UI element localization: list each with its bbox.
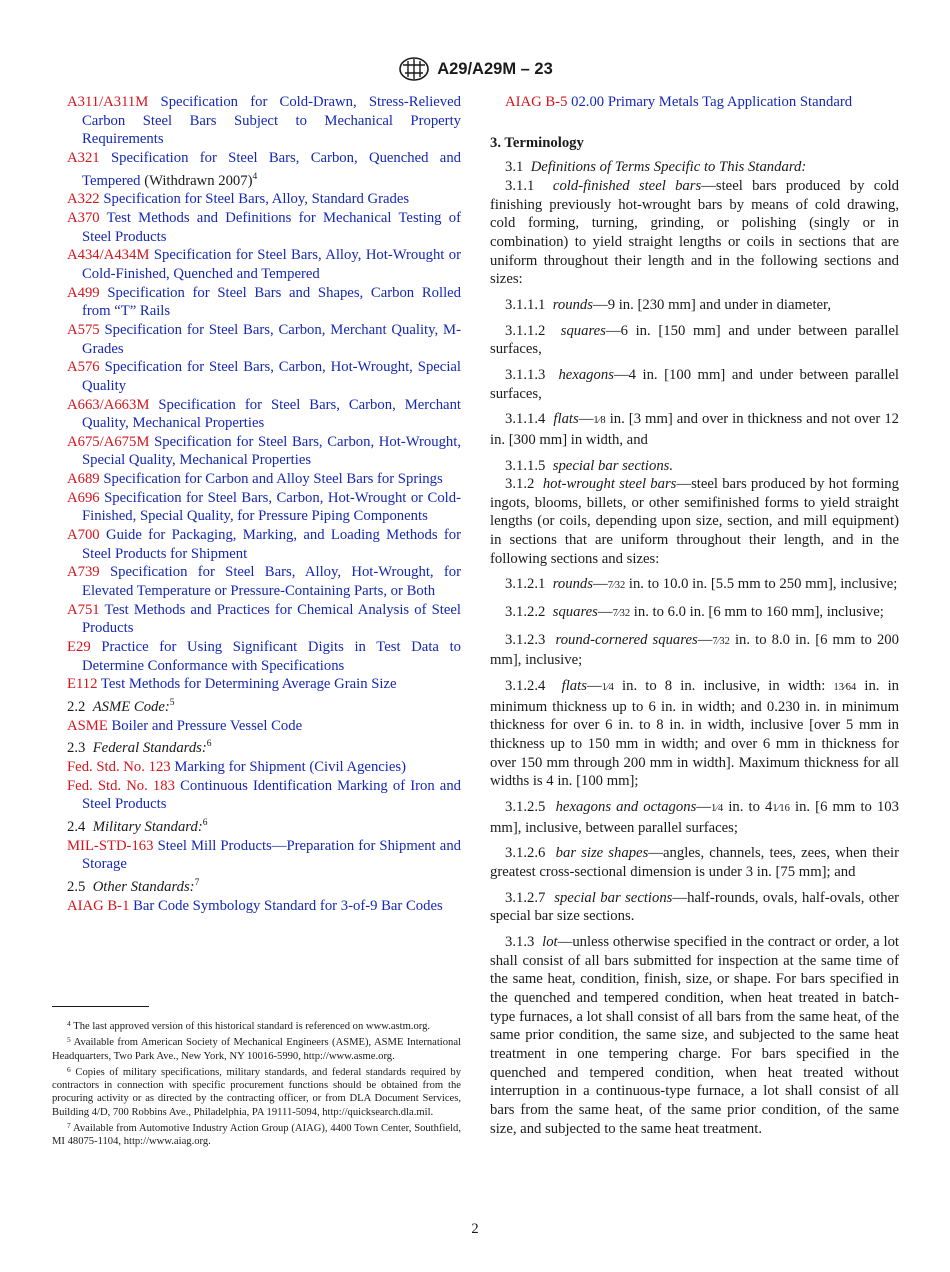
reference-title[interactable]: Specification for Steel Bars, Carbon, Merchant Quality, Mechanical Properties <box>82 396 461 432</box>
astm-logo-icon <box>397 57 431 81</box>
para-3-1-2: 3.1.2 hot-wrought steel bars—steel bars produced by hot forming ingots, blooms, billets, or other semifinished forms to yield straight lengths (or coils, depending upon size, section, and mill equipment) in sections that are uniform throughout their length, and in the following sections and sizes: <box>490 476 899 567</box>
section-2-2: 2.2 ASME Code:$^5$ <box>67 698 175 715</box>
para-3-1-1-4: 3.1.1.4 flats—1⁄8 in. [3 mm] and over in thickness and not over 12 in. [300 mm] in width, and <box>490 411 900 448</box>
reference-title[interactable]: Specification for Carbon and Alloy Steel Bars for Springs <box>103 471 443 488</box>
reference-title[interactable]: Specification for Steel Bars, Alloy, Standard Grades <box>103 191 410 208</box>
reference-item[interactable]: AIAG B-1 Bar Code Symbology Standard for 3-of-9 Bar Codes <box>67 897 443 914</box>
reference-title[interactable]: Test Methods for Determining Average Grain Size <box>100 676 397 693</box>
reference-item[interactable] <box>67 396 461 433</box>
reference-item[interactable] <box>67 489 461 526</box>
reference-item[interactable]: MIL-STD-163 Steel Mill Products—Preparation for Shipment and Storage <box>67 837 462 873</box>
reference-item[interactable] <box>67 321 461 358</box>
reference-item[interactable] <box>67 209 461 246</box>
reference-code[interactable]: A576 <box>67 359 100 376</box>
right-column <box>490 93 899 1138</box>
reference-code[interactable]: E112 <box>67 676 98 693</box>
footnote-5: $^5$ Available from American Society of Mechanical Engineers (ASME), ASME International Headquarters, Two Park Ave., New York, NY 10016-5990, http://www.asme.org. <box>52 1035 461 1062</box>
reference-title[interactable]: Specification for Steel Bars, Carbon, Merchant Quality, M-Grades <box>82 321 461 357</box>
reference-item[interactable] <box>67 601 461 638</box>
para-3-1-1-3: 3.1.1.3 hexagons—4 in. [100 mm] and under between parallel surfaces, <box>490 366 900 402</box>
reference-code[interactable]: A696 <box>67 489 100 506</box>
reference-item[interactable] <box>67 190 461 209</box>
reference-title[interactable]: Guide for Packaging, Marking, and Loading Methods for Steel Products for Shipment <box>82 527 462 562</box>
reference-item[interactable] <box>67 675 461 694</box>
reference-item[interactable] <box>67 563 461 600</box>
reference-title[interactable]: Practice for Using Significant Digits in Test Data to Determine Conformance with Specifications <box>82 639 461 674</box>
reference-title[interactable]: Test Methods and Practices for Chemical Analysis of Steel Products <box>82 601 461 637</box>
para-3-1-1-2: 3.1.1.2 squares—6 in. [150 mm] and under between parallel surfaces, <box>490 322 899 358</box>
reference-code[interactable]: A499 <box>67 284 100 301</box>
para-3-1-2-2: 3.1.2.2 squares—7⁄32 in. to 6.0 in. [6 mm to 160 mm], inclusive; <box>505 604 884 621</box>
reference-item[interactable] <box>67 358 461 395</box>
para-3-1-1: 3.1.1 cold-finished steel bars—steel bars produced by cold finishing previously hot-wrought bars by means of cold drawing, cold forming, turning, grinding, or polishing (singly or in combination) to yield straight lengths or coils in sections that are uniform throughout their length and in the following sections and sizes: <box>490 177 899 288</box>
document-designation: A29/A29M – 23 <box>437 59 553 78</box>
reference-note: (Withdrawn 2007) <box>140 172 253 189</box>
reference-code[interactable]: A663/A663M <box>67 396 150 413</box>
reference-item[interactable]: Fed. Std. No. 123 Marking for Shipment (Civil Agencies) <box>67 758 407 775</box>
page-number: 2 <box>471 1221 479 1237</box>
reference-title[interactable]: Specification for Steel Bars, Carbon, Hot-Wrought, Special Quality, Mechanical Properties <box>82 433 462 469</box>
reference-code[interactable]: A675/A675M <box>67 433 150 450</box>
reference-code[interactable]: A751 <box>67 601 100 618</box>
para-3-1-1-1: 3.1.1.1 rounds—9 in. [230 mm] and under in diameter, <box>505 296 832 313</box>
reference-title[interactable]: Specification for Steel Bars, Carbon, Hot-Wrought or Cold-Finished, Special Quality, for Pressure Piping Components <box>82 489 461 525</box>
reference-code[interactable]: A739 <box>67 564 100 581</box>
reference-item[interactable] <box>67 246 461 283</box>
page-header <box>0 56 950 82</box>
reference-code[interactable]: A321 <box>67 149 100 166</box>
para-3-1-3: 3.1.3 lot—unless otherwise specified in the contract or order, a lot shall consist of all bars submitted for inspection at the same time of the same heat, condition, finish, size, or shape. For bars specified in the quenched and tempered condition, when heat treated in batch-type furnaces, a lot shall consist of all bars from the same heat, of the same prior condition, the same size, and subjected to the same heat treatment in one tempering charge. For bars specified in the quenched and tempered condition, when heat treated without interruption in a continuous-type furnace, a lot shall consist of all bars from the same heat, of the same prior condition, of the same size, and subjected to the same heat treatment. <box>490 933 900 1137</box>
reference-item[interactable] <box>67 149 461 190</box>
reference-list <box>67 93 461 694</box>
reference-item[interactable] <box>67 526 461 563</box>
para-3-1: 3.1 Definitions of Terms Specific to This Standard: <box>505 159 807 176</box>
reference-item[interactable]: AIAG B-5 02.00 Primary Metals Tag Application Standard <box>505 94 853 110</box>
reference-title[interactable]: Specification for Steel Bars, Alloy, Hot-Wrought or Cold-Finished, Quenched and Tempered <box>82 247 462 282</box>
reference-title[interactable]: Specification for Cold-Drawn, Stress-Relieved Carbon Steel Bars Subject to Mechanical Property Requirements <box>82 94 461 148</box>
para-3-1-2-4: 3.1.2.4 flats—1⁄4 in. to 8 in. inclusive, in width: 13⁄64 in. in minimum thickness up to 6 in. in width; and 0.230 in. in minimum thickness for over 6 in. to 8 in. in width, inclusive [over 5 mm in thickness up to 150 mm in width; and over 6 mm in thickness for over 150 mm through 200 mm in width]. Maximum thickness for all widths is 4 in. [100 mm]; <box>490 678 900 790</box>
footnote-4: $^4$ The last approved version of this historical standard is referenced on www.astm.org. <box>67 1019 431 1032</box>
section-2-3: 2.3 Federal Standards:$^6$ <box>67 739 212 757</box>
footnote-ref: 4 <box>252 171 258 182</box>
reference-title[interactable]: Test Methods and Definitions for Mechanical Testing of Steel Products <box>82 209 461 245</box>
footnotes <box>52 1006 461 1149</box>
reference-code[interactable]: A322 <box>67 191 100 208</box>
reference-item[interactable] <box>67 638 461 675</box>
para-3-1-2-7: 3.1.2.7 special bar sections—half-rounds, ovals, half-ovals, other special bar size sections. <box>490 889 899 925</box>
para-3-1-2-5: 3.1.2.5 hexagons and octagons—1⁄4 in. to 41⁄16 in. [6 mm to 103 mm], inclusive, between parallel surfaces; <box>490 799 899 836</box>
para-3-1-2-6: 3.1.2.6 bar size shapes—angles, channels, tees, zees, when their greatest cross-sectional dimension is under 3 in. [75 mm]; and <box>490 845 900 880</box>
para-3-1-2-3: 3.1.2.3 round-cornered squares—7⁄32 in. to 8.0 in. [6 mm to 200 mm], inclusive; <box>490 631 899 669</box>
reference-code[interactable]: A689 <box>67 471 100 488</box>
reference-title[interactable]: Specification for Steel Bars, Alloy, Hot-Wrought, for Elevated Temperature or Pressure-Containing Parts, or Both <box>82 564 461 600</box>
reference-item[interactable]: ASME Boiler and Pressure Vessel Code <box>67 717 303 734</box>
reference-title[interactable]: Specification for Steel Bars and Shapes, Carbon Rolled from “T” Rails <box>82 284 462 320</box>
left-column <box>67 93 461 915</box>
reference-code[interactable]: A700 <box>67 527 100 544</box>
reference-code[interactable]: E29 <box>67 639 91 656</box>
footnote-7: $^7$ Available from Automotive Industry Action Group (AIAG), 4400 Town Center, Southfield, MI 48075-1104, http://www.aiag.org. <box>52 1121 461 1148</box>
reference-item[interactable] <box>67 284 461 321</box>
reference-code[interactable]: A434/A434M <box>67 247 150 264</box>
section-2-4: 2.4 Military Standard:$^6$ <box>67 817 208 835</box>
footnote-6: $^6$ Copies of military specifications, military standards, and federal standards required by contractors in connection with specific procurement functions should be obtained from the procuring activity or as directed by the contracting officer, or from DLA Document Services, Building 4/D, 700 Robbins Ave., Philadelphia, PA 19111-5094, http://quicksearch.dla.mil. <box>52 1064 461 1118</box>
reference-code[interactable]: A370 <box>67 209 100 226</box>
para-3-1-2-1: 3.1.2.1 rounds—7⁄32 in. to 10.0 in. [5.5 mm to 250 mm], inclusive; <box>505 576 898 593</box>
reference-item[interactable] <box>67 470 461 489</box>
reference-item[interactable] <box>67 433 461 470</box>
reference-code[interactable]: A575 <box>67 321 100 338</box>
reference-code[interactable]: A311/A311M <box>67 94 149 110</box>
reference-item[interactable] <box>67 93 461 149</box>
reference-item[interactable]: Fed. Std. No. 183 Continuous Identification Marking of Iron and Steel Products <box>67 777 462 813</box>
section-heading-terminology: 3. Terminology <box>490 134 584 151</box>
footnote-divider <box>52 1006 149 1007</box>
reference-title[interactable]: Specification for Steel Bars, Carbon, Quenched and Tempered <box>82 149 462 189</box>
section-2-5: 2.5 Other Standards:$^7$ <box>67 877 200 895</box>
para-3-1-1-5: 3.1.1.5 special bar sections. <box>505 457 674 474</box>
reference-title[interactable]: Specification for Steel Bars, Carbon, Hot-Wrought, Special Quality <box>82 359 461 394</box>
